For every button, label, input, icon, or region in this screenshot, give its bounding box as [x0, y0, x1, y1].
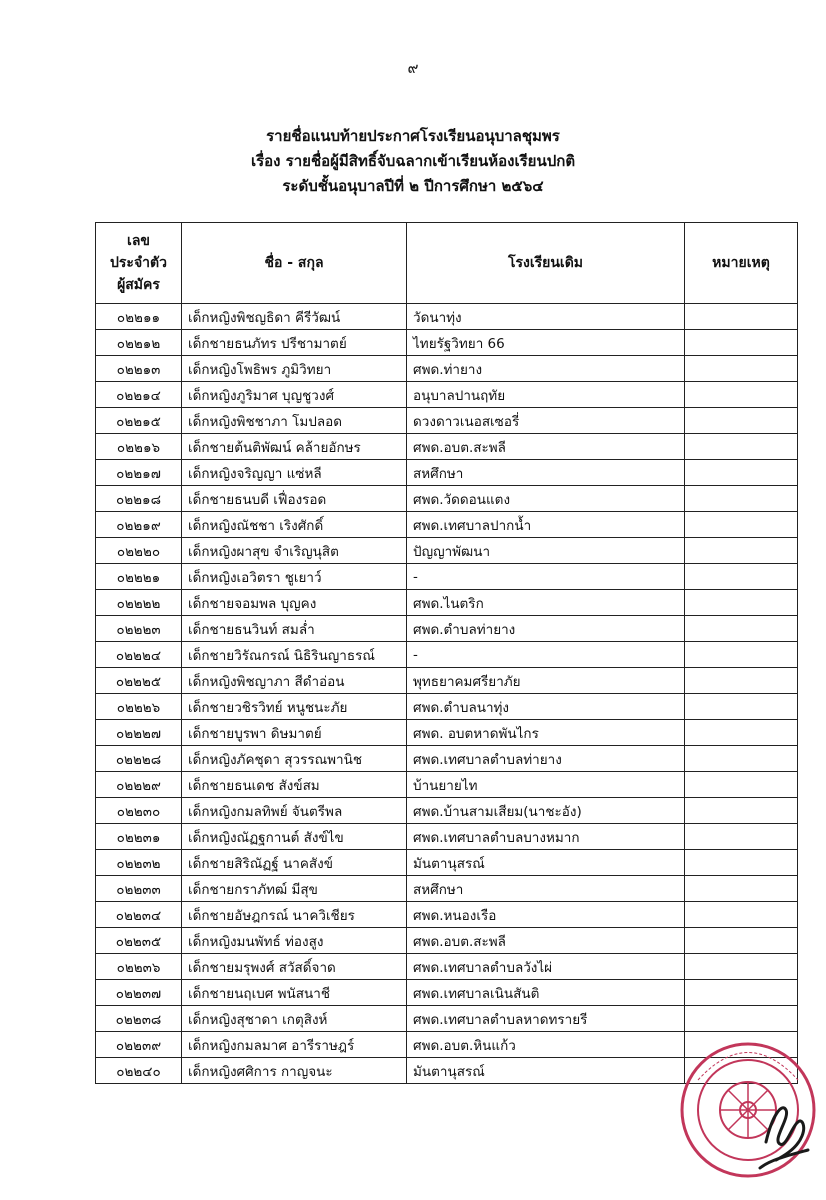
applicant-id-cell: ๐๒๒๑๘ — [96, 486, 182, 512]
student-name-cell: เด็กชายกราภัทฒ์ มีสุข — [182, 876, 407, 902]
remark-cell — [685, 876, 798, 902]
student-name-cell: เด็กหญิงสุชาดา เกตุสิงห์ — [182, 1006, 407, 1032]
student-name-cell: เด็กชายจอมพล บุญคง — [182, 590, 407, 616]
applicant-id-cell: ๐๒๒๒๓ — [96, 616, 182, 642]
student-name-cell: เด็กชายต้นติพัฒน์ คล้ายอักษร — [182, 434, 407, 460]
previous-school-cell: ศพด.เทศบาลเนินสันติ — [407, 980, 685, 1006]
table-row — [96, 642, 798, 668]
previous-school-cell: ศพด.ท่ายาง — [407, 356, 685, 382]
table-row — [96, 486, 798, 512]
applicant-id-cell: ๐๒๒๒๔ — [96, 642, 182, 668]
student-name-cell: เด็กชายวชิรวิทย์ หนูชนะภัย — [182, 694, 407, 720]
heading-line-1: รายชื่อแนบท้ายประกาศโรงเรียนอนุบาลชุมพร — [266, 127, 560, 145]
previous-school-cell: - — [407, 564, 685, 590]
student-name-cell: เด็กชายธนเดช สังข์สม — [182, 772, 407, 798]
student-name-cell: เด็กหญิงณัชชา เริงศักดิ์ — [182, 512, 407, 538]
previous-school-cell: อนุบาลปานฤทัย — [407, 382, 685, 408]
table-row — [96, 564, 798, 590]
previous-school-cell: ศพด.เทศบาลตำบลบางหมาก — [407, 824, 685, 850]
student-name-cell: เด็กหญิงพิชญาภา สีดำอ่อน — [182, 668, 407, 694]
student-name-cell: เด็กหญิงพิชญธิดา คีรีวัฒน์ — [182, 304, 407, 330]
table-row — [96, 434, 798, 460]
student-name-cell: เด็กหญิงศศิการ กาญจนะ — [182, 1058, 407, 1084]
applicant-id-cell: ๐๒๒๒๐ — [96, 538, 182, 564]
remark-cell — [685, 850, 798, 876]
previous-school-cell: พุทธยาคมศรียาภัย — [407, 668, 685, 694]
remark-cell — [685, 720, 798, 746]
remark-cell — [685, 928, 798, 954]
previous-school-cell: ศพด.บ้านสามเสียม(นาชะอัง) — [407, 798, 685, 824]
student-name-cell: เด็กหญิงจริญญา แซ่หลี — [182, 460, 407, 486]
previous-school-cell: สหศึกษา — [407, 460, 685, 486]
applicant-id-cell: ๐๒๒๓๐ — [96, 798, 182, 824]
previous-school-cell: ศพด.ตำบลท่ายาง — [407, 616, 685, 642]
applicant-id-cell: ๐๒๒๒๖ — [96, 694, 182, 720]
table-row — [96, 746, 798, 772]
applicant-id-cell: ๐๒๒๓๘ — [96, 1006, 182, 1032]
student-name-cell: เด็กหญิงกมลทิพย์ จันตรีพล — [182, 798, 407, 824]
table-row — [96, 668, 798, 694]
applicant-id-cell: ๐๒๒๒๗ — [96, 720, 182, 746]
table-body — [96, 304, 798, 1084]
previous-school-cell: ศพด.เทศบาลตำบลวังไผ่ — [407, 954, 685, 980]
remark-cell — [685, 1006, 798, 1032]
remark-cell — [685, 486, 798, 512]
applicant-id-cell: ๐๒๒๑๗ — [96, 460, 182, 486]
table-row — [96, 980, 798, 1006]
table-row — [96, 590, 798, 616]
table-row — [96, 772, 798, 798]
applicant-id-cell: ๐๒๒๓๔ — [96, 902, 182, 928]
remark-cell — [685, 746, 798, 772]
heading-line-2: เรื่อง รายชื่อผู้มีสิทธิ์จับฉลากเข้าเรียนห้องเรียนปกติ — [250, 152, 576, 170]
remark-cell — [685, 616, 798, 642]
school-seal-stamp — [668, 1030, 826, 1190]
remark-cell — [685, 538, 798, 564]
applicant-id-cell: ๐๒๒๑๑ — [96, 304, 182, 330]
student-name-cell: เด็กหญิงมนพัทธ์ ท่องสูง — [182, 928, 407, 954]
table-row — [96, 850, 798, 876]
applicant-id-cell: ๐๒๒๒๕ — [96, 668, 182, 694]
remark-cell — [685, 512, 798, 538]
previous-school-cell: ศพด. อบตหาดพันไกร — [407, 720, 685, 746]
student-name-cell: เด็กชายธนภัทร ปรีชามาตย์ — [182, 330, 407, 356]
header-name: ชื่อ - สกุล — [182, 223, 407, 304]
header-previous-school: โรงเรียนเดิม — [407, 223, 685, 304]
applicant-id-cell: ๐๒๒๒๒ — [96, 590, 182, 616]
student-name-cell: เด็กชายธนบดี เฟื่องรอด — [182, 486, 407, 512]
table-row — [96, 824, 798, 850]
seal-emblem-spokes — [720, 1082, 776, 1138]
table-row — [96, 928, 798, 954]
student-name-cell: เด็กหญิงกมลมาศ อารีราษฎร์ — [182, 1032, 407, 1058]
remark-cell — [685, 798, 798, 824]
student-name-cell: เด็กหญิงภัคชุดา สุวรรณพานิช — [182, 746, 407, 772]
table-row — [96, 382, 798, 408]
applicant-table — [95, 222, 798, 1084]
table-row — [96, 538, 798, 564]
remark-cell — [685, 694, 798, 720]
table-row — [96, 876, 798, 902]
remark-cell — [685, 460, 798, 486]
previous-school-cell: ศพด.วัดดอนแตง — [407, 486, 685, 512]
seal-ring-lettering — [698, 1053, 798, 1081]
header-applicant-id: เลข ประจำตัว ผู้สมัคร — [96, 223, 182, 304]
remark-cell — [685, 434, 798, 460]
previous-school-cell: บ้านยายไท — [407, 772, 685, 798]
previous-school-cell: ศพด.เทศบาลตำบลท่ายาง — [407, 746, 685, 772]
table-row — [96, 694, 798, 720]
previous-school-cell: ศพด.อบต.สะพลี — [407, 928, 685, 954]
remark-cell — [685, 642, 798, 668]
table-row — [96, 954, 798, 980]
previous-school-cell: - — [407, 642, 685, 668]
applicant-id-cell: ๐๒๒๑๓ — [96, 356, 182, 382]
student-name-cell: เด็กชายอัษฎกรณ์ นาควิเชียร — [182, 902, 407, 928]
applicant-id-cell: ๐๒๒๓๙ — [96, 1032, 182, 1058]
remark-cell — [685, 954, 798, 980]
table-row — [96, 330, 798, 356]
student-name-cell: เด็กชายสิริณัฏฐ์ นาคสังข์ — [182, 850, 407, 876]
student-name-cell: เด็กชายมรุพงศ์ สวัสดิ์จาด — [182, 954, 407, 980]
applicant-id-cell: ๐๒๒๓๗ — [96, 980, 182, 1006]
student-name-cell: เด็กหญิงโพธิพร ภูมิวิทยา — [182, 356, 407, 382]
remark-cell — [685, 304, 798, 330]
remark-cell — [685, 330, 798, 356]
previous-school-cell: ศพด.เทศบาลตำบลหาดทรายรี — [407, 1006, 685, 1032]
previous-school-cell: ศพด.หนองเรือ — [407, 902, 685, 928]
table-row — [96, 408, 798, 434]
student-name-cell: เด็กหญิงพิชชาภา โมปลอด — [182, 408, 407, 434]
remark-cell — [685, 382, 798, 408]
table-row — [96, 902, 798, 928]
table-row — [96, 616, 798, 642]
previous-school-cell: ศพด.เทศบาลปากน้ำ — [407, 512, 685, 538]
remark-cell — [685, 668, 798, 694]
document-heading — [0, 124, 826, 199]
signature-mark — [760, 1108, 808, 1168]
previous-school-cell: ศพด.ตำบลนาทุ่ง — [407, 694, 685, 720]
table-row — [96, 512, 798, 538]
previous-school-cell: ศพด.ไนตริก — [407, 590, 685, 616]
table-header-row — [96, 223, 798, 304]
student-name-cell: เด็กหญิงผาสุข จำเริญนุสิต — [182, 538, 407, 564]
remark-cell — [685, 590, 798, 616]
heading-line-3: ระดับชั้นอนุบาลปีที่ ๒ ปีการศึกษา ๒๕๖๔ — [282, 177, 544, 195]
table-row — [96, 720, 798, 746]
student-name-cell: เด็กชายธนวินท์ สมล่ำ — [182, 616, 407, 642]
remark-cell — [685, 408, 798, 434]
previous-school-cell: มันตานุสรณ์ — [407, 1058, 685, 1084]
previous-school-cell: ดวงดาวเนอสเซอรี่ — [407, 408, 685, 434]
applicant-id-cell: ๐๒๒๑๖ — [96, 434, 182, 460]
remark-cell — [685, 356, 798, 382]
applicant-id-cell: ๐๒๒๒๑ — [96, 564, 182, 590]
previous-school-cell: ไทยรัฐวิทยา 66 — [407, 330, 685, 356]
previous-school-cell: ศพด.อบต.หินแก้ว — [407, 1032, 685, 1058]
table-row — [96, 460, 798, 486]
student-name-cell: เด็กชายนฤเบศ พนัสนาชี — [182, 980, 407, 1006]
applicant-id-cell: ๐๒๒๑๙ — [96, 512, 182, 538]
applicant-id-cell: ๐๒๒๒๙ — [96, 772, 182, 798]
previous-school-cell: ศพด.อบต.สะพลี — [407, 434, 685, 460]
page-number: ๙ — [407, 59, 419, 77]
applicant-id-cell: ๐๒๒๓๒ — [96, 850, 182, 876]
applicant-id-cell: ๐๒๒๓๑ — [96, 824, 182, 850]
table-row — [96, 798, 798, 824]
previous-school-cell: สหศึกษา — [407, 876, 685, 902]
table-row — [96, 356, 798, 382]
header-remark: หมายเหตุ — [685, 223, 798, 304]
applicant-id-cell: ๐๒๒๔๐ — [96, 1058, 182, 1084]
applicant-id-cell: ๐๒๒๓๕ — [96, 928, 182, 954]
student-name-cell: เด็กชายบูรพา ดิษมาตย์ — [182, 720, 407, 746]
table-row — [96, 304, 798, 330]
student-name-cell: เด็กหญิงเอวิตรา ชูเยาว์ — [182, 564, 407, 590]
applicant-id-cell: ๐๒๒๒๘ — [96, 746, 182, 772]
applicant-id-cell: ๐๒๒๑๒ — [96, 330, 182, 356]
applicant-id-cell: ๐๒๒๓๓ — [96, 876, 182, 902]
previous-school-cell: มันตานุสรณ์ — [407, 850, 685, 876]
student-name-cell: เด็กหญิงภูริมาศ บุญชูวงศ์ — [182, 382, 407, 408]
applicant-id-cell: ๐๒๒๑๔ — [96, 382, 182, 408]
student-name-cell: เด็กชายวิรัณกรณ์ นิธิรินญาธรณ์ — [182, 642, 407, 668]
previous-school-cell: วัดนาทุ่ง — [407, 304, 685, 330]
remark-cell — [685, 980, 798, 1006]
applicant-id-cell: ๐๒๒๓๖ — [96, 954, 182, 980]
remark-cell — [685, 772, 798, 798]
remark-cell — [685, 902, 798, 928]
student-name-cell: เด็กหญิงณัฏฐกานต์ สังข์ไข — [182, 824, 407, 850]
remark-cell — [685, 564, 798, 590]
table-row — [96, 1006, 798, 1032]
applicant-id-cell: ๐๒๒๑๕ — [96, 408, 182, 434]
previous-school-cell: ปัญญาพัฒนา — [407, 538, 685, 564]
remark-cell — [685, 824, 798, 850]
